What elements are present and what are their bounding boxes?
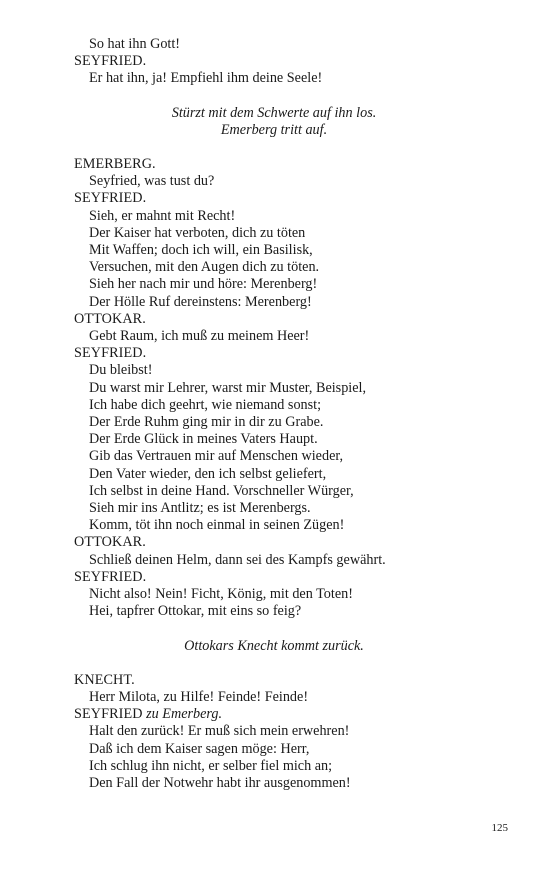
verse-line: Hei, tapfrer Ottokar, mit eins so feig? xyxy=(89,603,302,620)
verse-line: Sieh her nach mir und höre: Merenberg! xyxy=(89,276,318,293)
speaker-name: SEYFRIED xyxy=(74,706,143,723)
verse-line: Daß ich dem Kaiser sagen möge: Herr, xyxy=(89,740,310,757)
verse-line: Gib das Vertrauen mir auf Menschen wieder, xyxy=(89,448,344,465)
verse-line: Du warst mir Lehrer, warst mir Muster, Beispiel, xyxy=(89,379,367,396)
verse-line: Der Erde Glück in meines Vaters Haupt. xyxy=(89,431,318,448)
verse-line: Der Kaiser hat verboten, dich zu töten xyxy=(89,224,306,241)
verse-line: Der Hölle Ruf dereinstens: Merenberg! xyxy=(89,293,312,310)
speaker-name: OTTOKAR. xyxy=(74,534,146,551)
verse-line: Seyfried, was tust du? xyxy=(89,173,215,190)
verse-line: Mit Waffen; doch ich will, ein Basilisk, xyxy=(89,242,313,259)
stage-direction: Emerberg tritt auf. xyxy=(220,121,328,138)
stage-direction: Stürzt mit dem Schwerte auf ihn los. xyxy=(171,104,377,121)
verse-line: Sieh, er mahnt mit Recht! xyxy=(89,207,236,224)
speaker-name: SEYFRIED. xyxy=(74,345,147,362)
verse-line: Nicht also! Nein! Ficht, König, mit den Toten! xyxy=(89,586,353,603)
verse-line: Du bleibst! xyxy=(89,362,153,379)
speaker-with-direction xyxy=(74,706,474,723)
speaker-name: SEYFRIED. xyxy=(74,568,147,585)
verse-line: Komm, töt ihn noch einmal in seinen Zügen! xyxy=(89,517,345,534)
speaker-name: SEYFRIED. xyxy=(74,190,147,207)
verse-line: Den Vater wieder, den ich selbst geliefert, xyxy=(89,465,327,482)
verse-line: Sieh mir ins Antlitz; es ist Merenbergs. xyxy=(89,500,311,517)
verse-line: So hat ihn Gott! xyxy=(89,36,181,52)
verse-line: Ich selbst in deine Hand. Vorschneller Würger, xyxy=(89,482,354,499)
verse-line: Halt den zurück! Er muß sich mein erwehren! xyxy=(89,723,350,740)
speaker-name: OTTOKAR. xyxy=(74,310,146,327)
verse-line: Den Fall der Notwehr habt ihr ausgenommen! xyxy=(89,774,351,791)
verse-line: Schließ deinen Helm, dann sei des Kampfs gewährt. xyxy=(89,551,386,568)
verse-line: Versuchen, mit den Augen dich zu töten. xyxy=(89,259,320,276)
stage-direction: zu Emerberg. xyxy=(146,706,223,723)
verse-line: Er hat ihn, ja! Empfiehl ihm deine Seele! xyxy=(89,70,323,87)
speaker-name: SEYFRIED. xyxy=(74,53,147,70)
verse-line: Ich habe dich geehrt, wie niemand sonst; xyxy=(89,396,322,413)
verse-line: Ich schlug ihn nicht, er selber fiel mich an; xyxy=(89,757,333,774)
verse-line: Gebt Raum, ich muß zu meinem Heer! xyxy=(89,328,310,345)
verse-line: Der Erde Ruhm ging mir in dir zu Grabe. xyxy=(89,414,324,431)
text-column xyxy=(74,36,474,792)
stage-direction: Ottokars Knecht kommt zurück. xyxy=(184,637,364,654)
page-number: 125 xyxy=(491,822,508,834)
speaker-name: KNECHT. xyxy=(74,671,135,688)
verse-line: Herr Milota, zu Hilfe! Feinde! Feinde! xyxy=(89,688,309,705)
speaker-name: EMERBERG. xyxy=(74,156,156,173)
